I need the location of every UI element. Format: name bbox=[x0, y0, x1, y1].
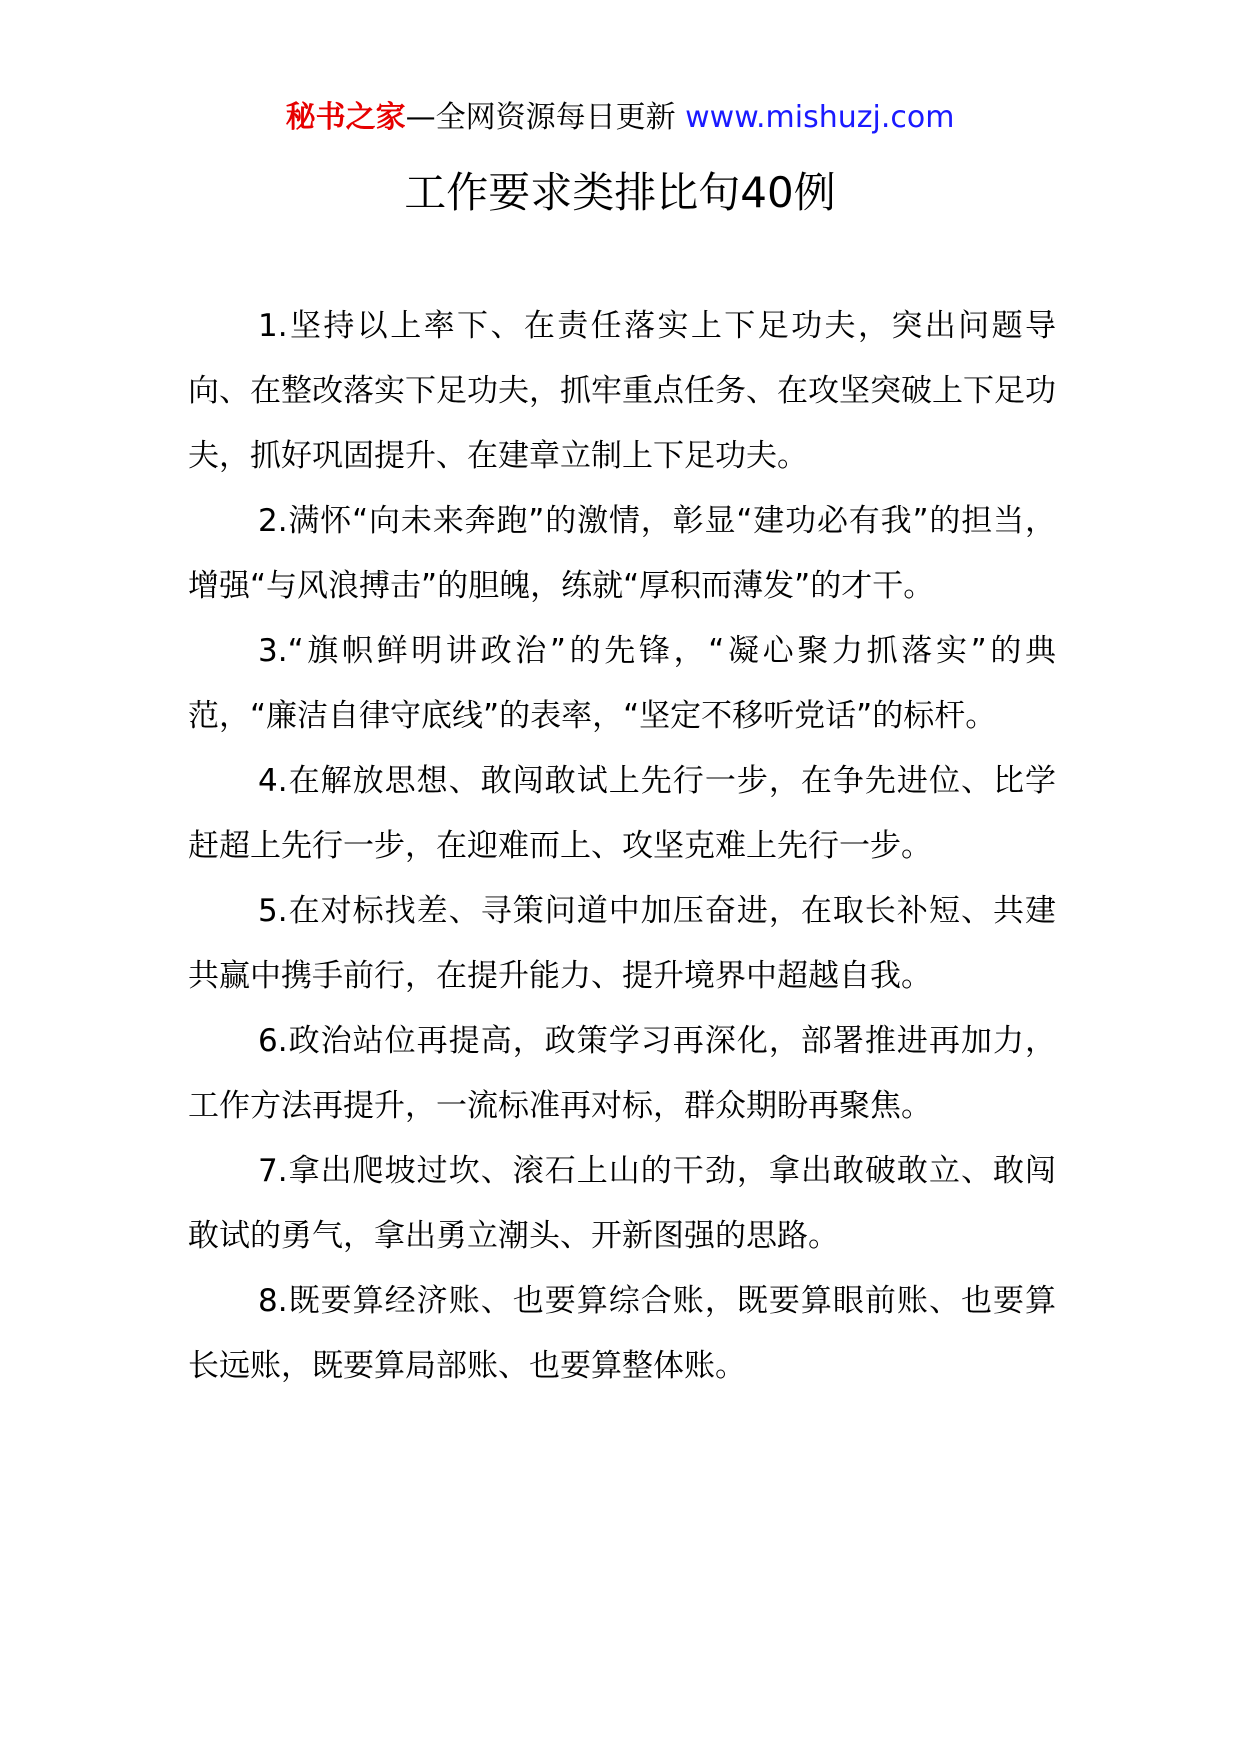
paragraph-7: 7.拿出爬坡过坎、滚石上山的干劲，拿出敢破敢立、敢闯敢试的勇气，拿出勇立潮头、开新图强的思路。 bbox=[188, 1153, 1056, 1254]
site-url-link[interactable]: www.mishuzj.com bbox=[685, 100, 955, 135]
site-brand: 秘书之家 bbox=[285, 100, 406, 135]
paragraph-4: 4.在解放思想、敢闯敢试上先行一步，在争先进位、比学赶超上先行一步，在迎难而上、攻坚克难上先行一步。 bbox=[188, 763, 1056, 864]
document-title: 工作要求类排比句40例 bbox=[404, 168, 836, 217]
site-tagline: —全网资源每日更新 bbox=[405, 100, 676, 135]
paragraph-6: 6.政治站位再提高，政策学习再深化，部署推进再加力，工作方法再提升，一流标准再对标，群众期盼再聚焦。 bbox=[188, 1023, 1056, 1124]
paragraph-3: 3.“旗帜鲜明讲政治”的先锋，“凝心聚力抓落实”的典范，“廉洁自律守底线”的表率，“坚定不移听党话”的标杆。 bbox=[188, 633, 1056, 734]
paragraph-5: 5.在对标找差、寻策问道中加压奋进，在取长补短、共建共赢中携手前行，在提升能力、提升境界中超越自我。 bbox=[188, 893, 1056, 994]
site-header bbox=[0, 98, 1240, 138]
paragraph-2: 2.满怀“向未来奔跑”的激情，彰显“建功必有我”的担当，增强“与风浪搏击”的胆魄，练就“厚积而薄发”的才干。 bbox=[188, 503, 1056, 604]
paragraph-8: 8.既要算经济账、也要算综合账，既要算眼前账、也要算长远账，既要算局部账、也要算整体账。 bbox=[188, 1283, 1056, 1384]
paragraph-1: 1.坚持以上率下、在责任落实上下足功夫，突出问题导向、在整改落实下足功夫，抓牢重点任务、在攻坚突破上下足功夫，抓好巩固提升、在建章立制上下足功夫。 bbox=[188, 308, 1056, 474]
document-body bbox=[188, 294, 1056, 1399]
